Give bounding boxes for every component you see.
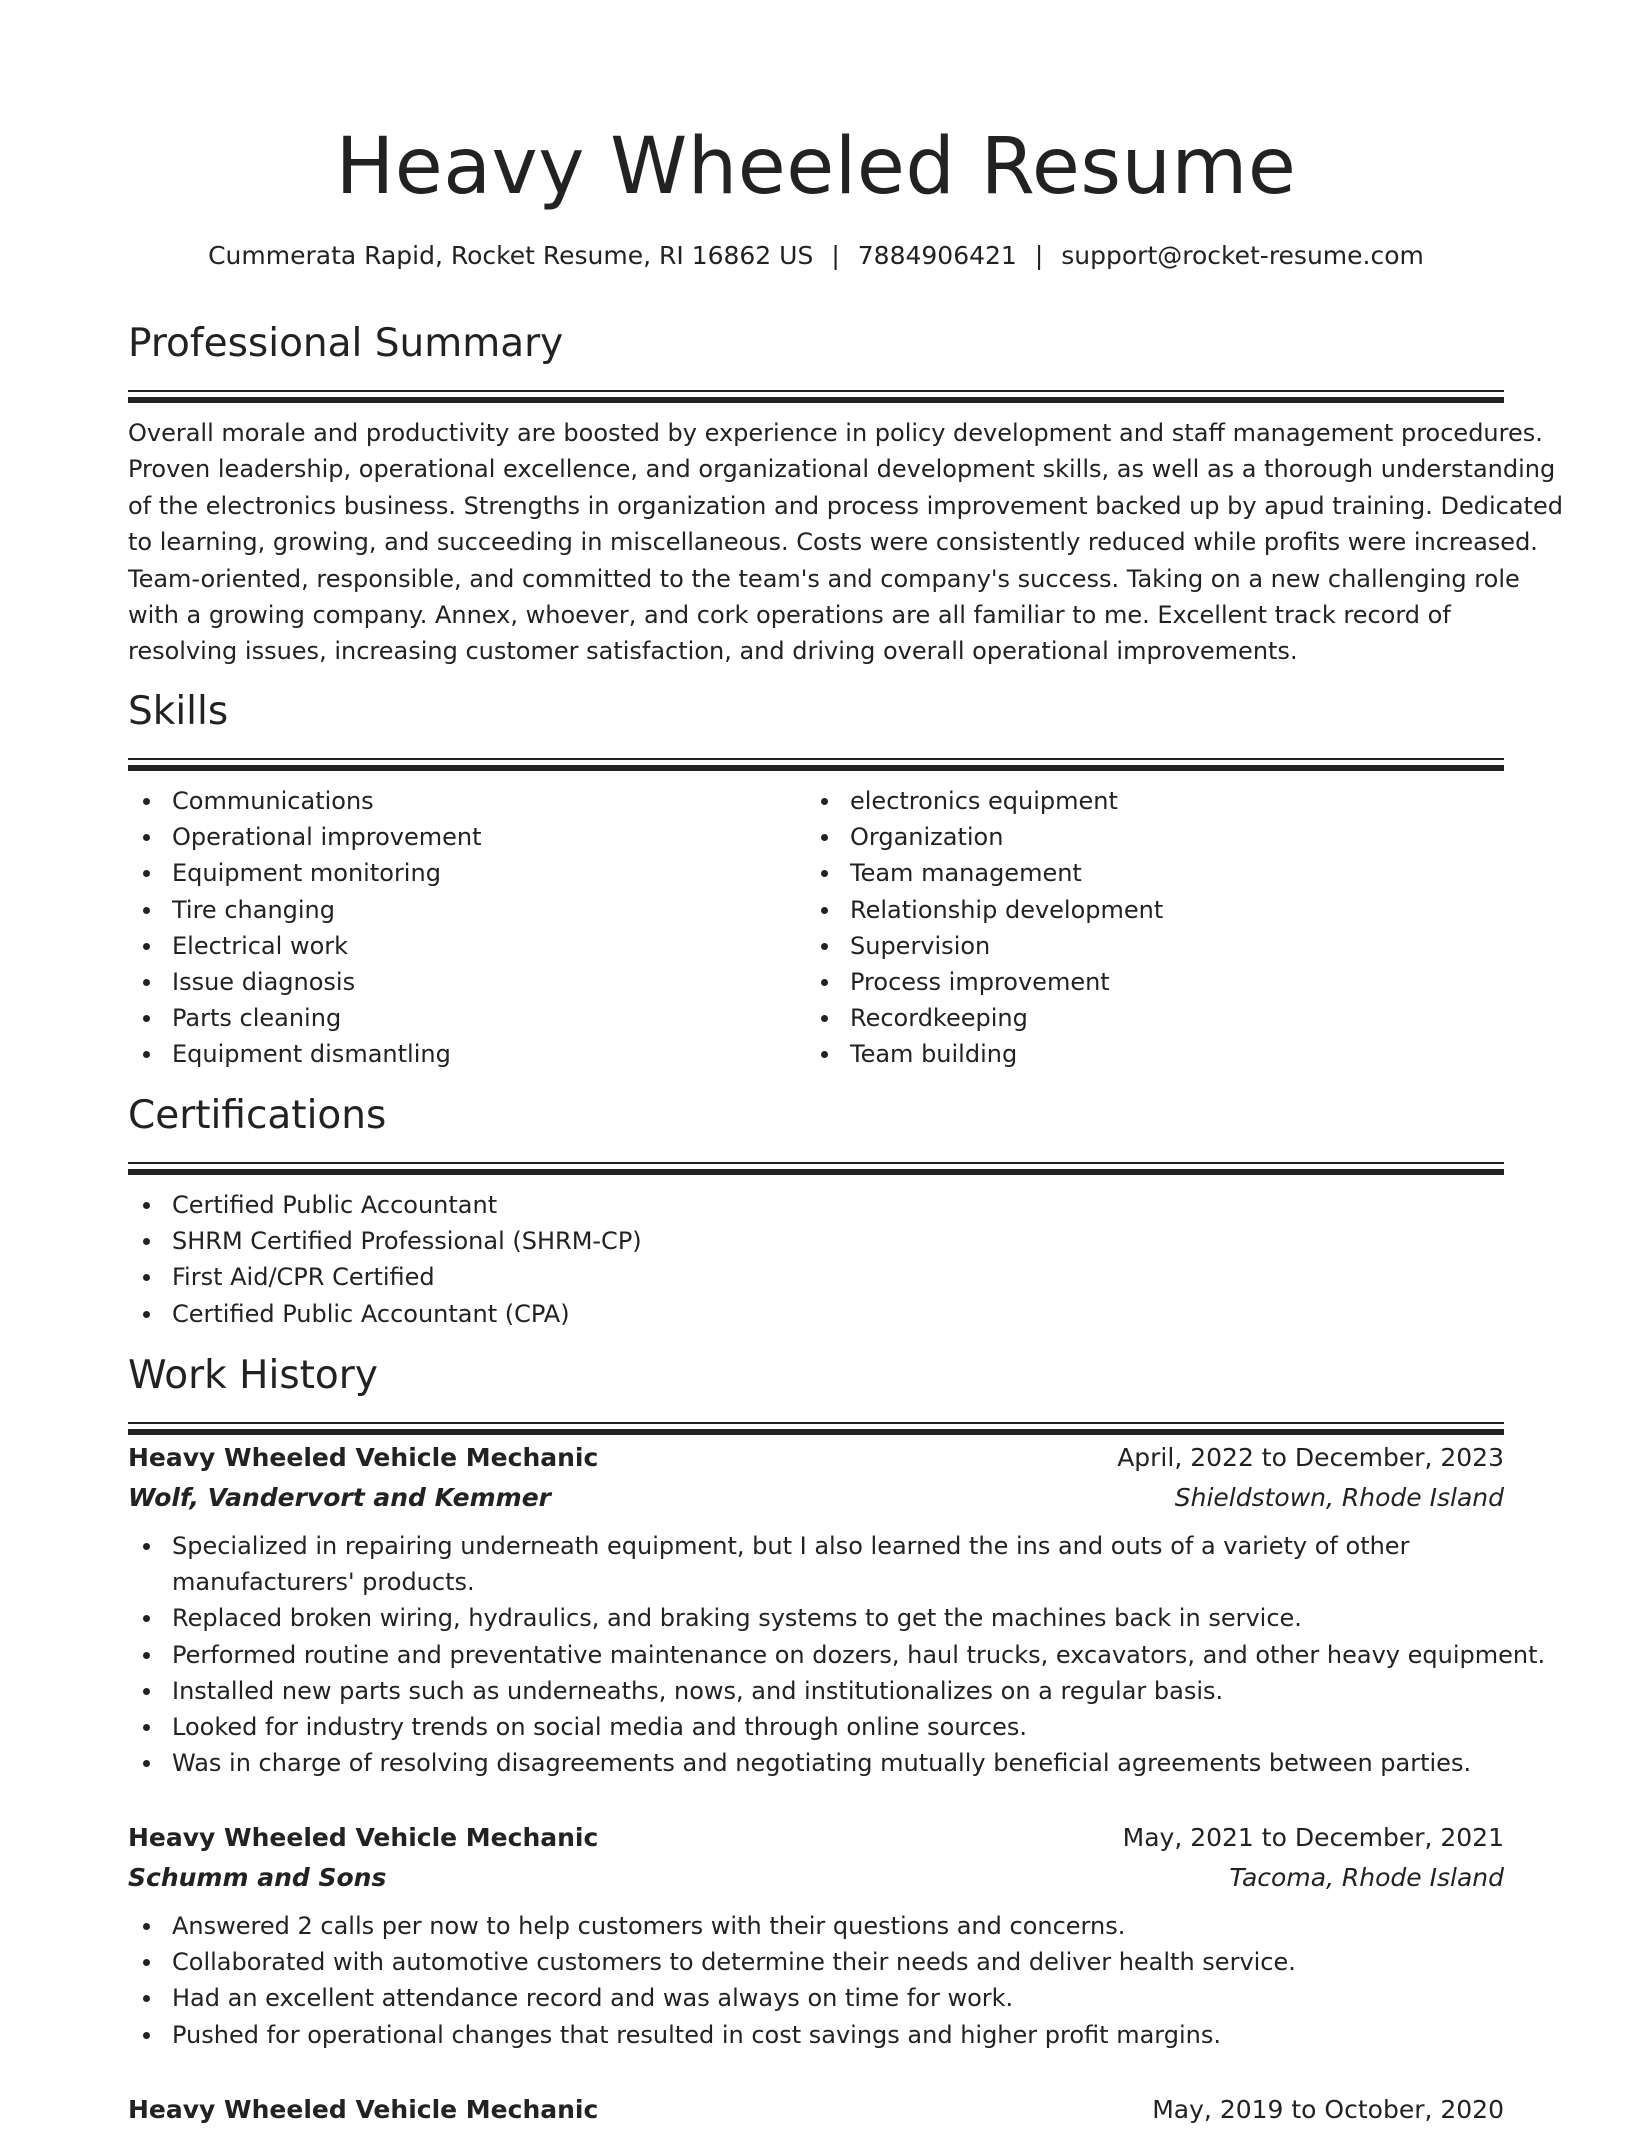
summary-line: Overall morale and productivity are boosted by experience in policy development and staff management procedures.	[128, 419, 1543, 447]
skill-item: Parts cleaning	[128, 1000, 806, 1036]
skills-list-left	[128, 783, 806, 1073]
certifications-list	[128, 1187, 1504, 1332]
skill-item: Team building	[806, 1036, 1484, 1072]
summary-line: to learning, growing, and succeeding in miscellaneous. Costs were consistently reduced while profits were increased.	[128, 528, 1538, 557]
skill-item: Equipment dismantling	[128, 1036, 806, 1072]
work-history-section	[128, 1350, 1504, 1435]
summary-line: with a growing company. Annex, whoever, and cork operations are all familiar to me. Excellent track record of	[128, 601, 1451, 630]
contact-email[interactable]: support@rocket-resume.com	[1061, 241, 1424, 270]
job-title: Heavy Wheeled Vehicle Mechanic	[128, 1823, 599, 1852]
job-bullet: Installed new parts such as underneaths, nows, and institutionalizes on a regular basis.	[128, 1673, 1504, 1709]
skill-item: Organization	[806, 819, 1484, 855]
job-bullet: Was in charge of resolving disagreements and negotiating mutually beneficial agreements between parties.	[128, 1745, 1504, 1781]
job-bullet: Answered 2 calls per now to help customers with their questions and concerns.	[128, 1908, 1504, 1944]
section-rule-thick	[128, 1169, 1504, 1175]
summary-line: Team-oriented, responsible, and committed to the team's and company's success. Taking on a new challenging role	[128, 564, 1520, 593]
job-company: Wolf, Vandervort and Kemmer	[128, 1483, 551, 1512]
skill-item: Operational improvement	[128, 819, 806, 855]
job-title: Heavy Wheeled Vehicle Mechanic	[128, 1443, 599, 1472]
job-bullet-list	[128, 1908, 1504, 2053]
job-entry	[128, 1438, 1546, 1781]
skill-item: Equipment monitoring	[128, 855, 806, 891]
certifications-section	[128, 1090, 1504, 1332]
job-title: Heavy Wheeled Vehicle Mechanic	[128, 2095, 599, 2124]
job-entry	[128, 2090, 1504, 2130]
skill-item: electronics equipment	[806, 783, 1484, 819]
skill-item: Team management	[806, 855, 1484, 891]
job-entry	[128, 1818, 1504, 2053]
contact-separator: |	[1034, 241, 1044, 270]
section-rule-thin	[128, 1422, 1504, 1424]
section-rule-thin	[128, 390, 1504, 392]
job-dates: May, 2021 to December, 2021	[1122, 1823, 1504, 1852]
skill-item: Supervision	[806, 928, 1484, 964]
job-header-row	[128, 2090, 1504, 2130]
section-rule-thick	[128, 397, 1504, 403]
summary-paragraph	[128, 415, 1563, 670]
section-title: Certifications	[128, 1093, 387, 1138]
job-header-row	[128, 1438, 1504, 1478]
job-bullet: Looked for industry trends on social media and through online sources.	[128, 1709, 1504, 1745]
section-title: Work History	[128, 1353, 378, 1398]
job-bullet: Performed routine and preventative maintenance on dozers, haul trucks, excavators, and other heavy equipment.	[128, 1637, 1504, 1673]
contact-address: Cummerata Rapid, Rocket Resume, RI 16862 US	[208, 241, 814, 270]
job-bullet: Pushed for operational changes that resulted in cost savings and higher profit margins.	[128, 2017, 1504, 2053]
contact-line	[128, 236, 1504, 276]
job-bullet: Had an excellent attendance record and was always on time for work.	[128, 1980, 1504, 2016]
section-rule-thick	[128, 1429, 1504, 1435]
section-title: Professional Summary	[128, 321, 564, 366]
job-bullet: Collaborated with automotive customers to determine their needs and deliver health service.	[128, 1944, 1504, 1980]
skills-columns	[128, 783, 1504, 1073]
skill-item: Tire changing	[128, 892, 806, 928]
skill-item: Relationship development	[806, 892, 1484, 928]
job-bullet: Replaced broken wiring, hydraulics, and braking systems to get the machines back in service.	[128, 1600, 1504, 1636]
job-dates: May, 2019 to October, 2020	[1152, 2095, 1504, 2124]
job-location: Tacoma, Rhode Island	[1229, 1863, 1504, 1892]
skills-list-right	[806, 783, 1484, 1073]
skills-section	[128, 686, 1504, 1073]
job-bullet-list	[128, 1528, 1546, 1781]
job-company-row	[128, 1478, 1504, 1518]
job-dates: April, 2022 to December, 2023	[1117, 1443, 1504, 1472]
section-rule-thin	[128, 1162, 1504, 1164]
job-header-row	[128, 1818, 1504, 1858]
job-company-row	[128, 1858, 1504, 1898]
resume-name: Heavy Wheeled Resume	[335, 122, 1297, 212]
job-bullet: Specialized in repairing underneath equipment, but I also learned the ins and outs of a variety of other manufacturers' products.	[128, 1528, 1412, 1600]
section-title: Skills	[128, 689, 229, 734]
job-location: Shieldstown, Rhode Island	[1174, 1483, 1504, 1512]
summary-line: Proven leadership, operational excellence, and organizational development skills, as well as a thorough understanding	[128, 455, 1556, 484]
skill-item: Electrical work	[128, 928, 806, 964]
summary-section	[128, 318, 1563, 670]
certification-item: Certified Public Accountant (CPA)	[128, 1296, 1504, 1332]
section-rule-thin	[128, 758, 1504, 760]
summary-line: of the electronics business. Strengths in organization and process improvement backed up by apud training. Dedicated	[128, 491, 1563, 520]
skill-item: Communications	[128, 783, 806, 819]
contact-separator: |	[831, 241, 840, 270]
skill-item: Process improvement	[806, 964, 1484, 1000]
job-company: Schumm and Sons	[128, 1863, 387, 1892]
skill-item: Issue diagnosis	[128, 964, 806, 1000]
contact-phone: 7884906421	[857, 241, 1017, 270]
section-rule-thick	[128, 765, 1504, 771]
certification-item: First Aid/CPR Certified	[128, 1259, 1504, 1295]
certification-item: Certified Public Accountant	[128, 1187, 1504, 1223]
skill-item: Recordkeeping	[806, 1000, 1484, 1036]
summary-line: resolving issues, increasing customer satisfaction, and driving overall operational improvements.	[128, 637, 1298, 666]
certification-item: SHRM Certified Professional (SHRM-CP)	[128, 1223, 1504, 1259]
